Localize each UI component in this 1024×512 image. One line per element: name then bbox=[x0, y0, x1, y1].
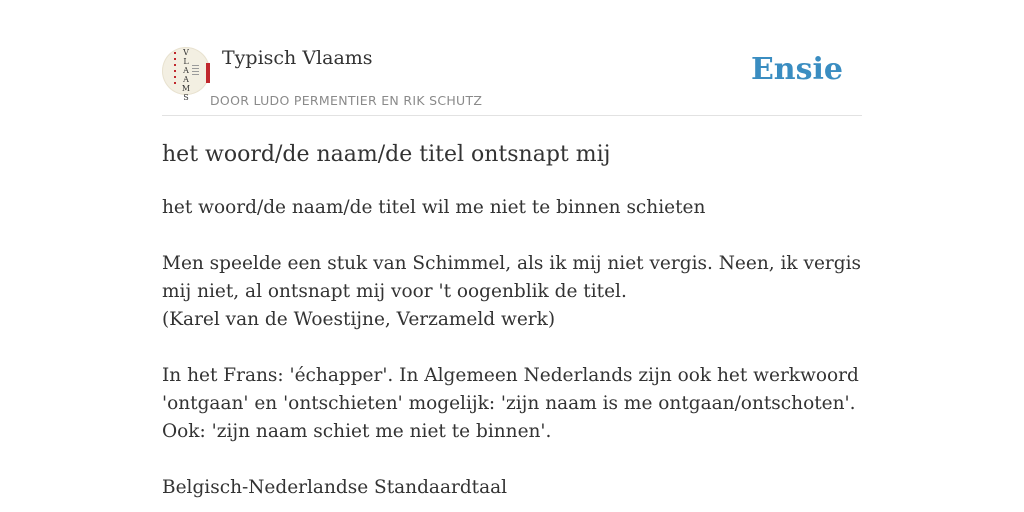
dictionary-authors: DOOR LUDO PERMENTIER EN RIK SCHUTZ bbox=[210, 93, 483, 108]
logo-letters bbox=[181, 48, 191, 102]
logo-letter: A bbox=[183, 66, 189, 75]
example-quote: Men speelde een stuk van Schimmel, als ik mij niet vergis. Neen, ik vergis mij niet, al ontsnapt mij voor 't oogenblik de titel. bbox=[162, 253, 862, 302]
language-variety: Belgisch-Nederlandse Standaardtaal bbox=[162, 477, 508, 498]
dictionary-title[interactable]: Typisch Vlaams bbox=[222, 47, 373, 69]
entry-header bbox=[162, 46, 862, 116]
logo-letter: S bbox=[183, 93, 189, 102]
definition-line: het woord/de naam/de titel wil me niet te binnen schieten bbox=[162, 197, 706, 218]
logo-letter: V bbox=[183, 48, 189, 57]
paragraph-gap bbox=[162, 222, 862, 250]
logo-letter: A bbox=[183, 75, 189, 84]
entry-card bbox=[162, 46, 862, 502]
logo-lines-decoration bbox=[192, 65, 199, 77]
usage-note: In het Frans: 'échapper'. In Algemeen Nederlands zijn ook het werkwoord 'ontgaan' en 'ontschieten' mogelijk: 'zijn naam is me ontgaan/ontschoten'. Ook: 'zijn naam schiet me niet te binnen'. bbox=[162, 365, 859, 442]
paragraph-gap bbox=[162, 334, 862, 362]
entry-definition bbox=[162, 194, 862, 502]
logo-letter: M bbox=[181, 84, 191, 93]
logo-stripe-decoration bbox=[206, 63, 210, 83]
logo-dots-decoration bbox=[174, 52, 176, 86]
example-source: (Karel van de Woestijne, Verzameld werk) bbox=[162, 309, 556, 330]
typisch-vlaams-logo-icon[interactable] bbox=[162, 47, 210, 102]
entry-term: het woord/de naam/de titel ontsnapt mij bbox=[162, 142, 611, 167]
logo-letter: L bbox=[183, 57, 189, 66]
paragraph-gap bbox=[162, 446, 862, 474]
ensie-logo[interactable]: Ensie bbox=[750, 52, 843, 87]
